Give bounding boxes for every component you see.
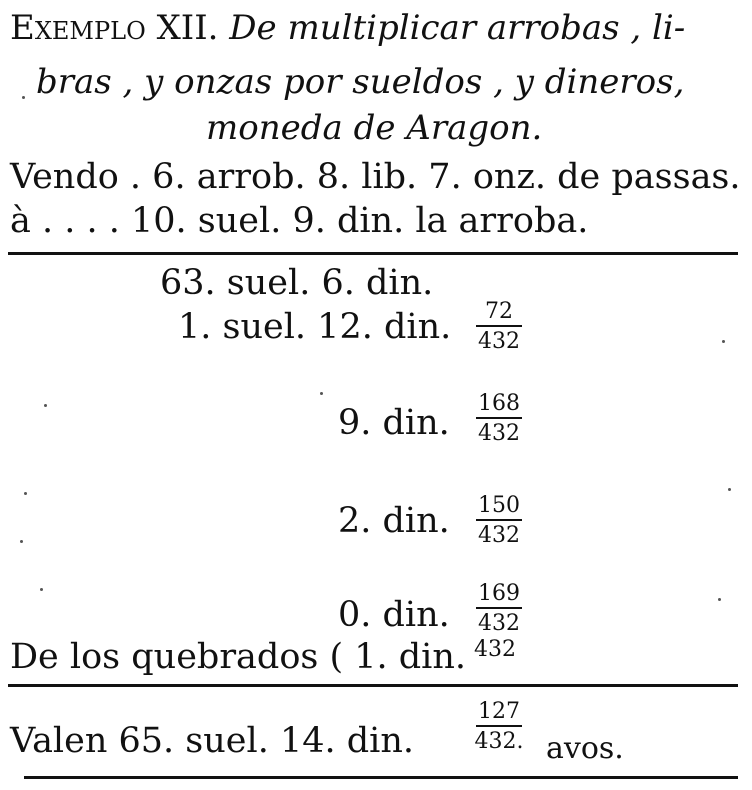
fraction-1-bar bbox=[476, 325, 522, 327]
fraction-2 bbox=[464, 392, 534, 446]
fraction-4-bar bbox=[476, 607, 522, 609]
top-rule bbox=[8, 252, 738, 255]
work-row-6: De los quebrados ( 1. din. bbox=[10, 637, 467, 677]
ink-speck bbox=[44, 404, 47, 407]
bottom-rule bbox=[24, 776, 738, 779]
fraction-3 bbox=[464, 494, 534, 548]
result-line: Valen 65. suel. 14. din. bbox=[10, 721, 415, 761]
fraction-3-denominator: 432 bbox=[478, 523, 520, 548]
result-fraction-bar bbox=[476, 725, 522, 727]
heading-line-1 bbox=[10, 8, 685, 48]
fraction-2-denominator: 432 bbox=[478, 421, 520, 446]
fraction-1-numerator: 72 bbox=[485, 299, 513, 324]
ink-speck bbox=[22, 96, 25, 99]
fraction-3-bar bbox=[476, 519, 522, 521]
heading-text-1: De multiplicar arrobas , li- bbox=[229, 8, 686, 48]
fraction-2-bar bbox=[476, 417, 522, 419]
ink-speck bbox=[24, 492, 27, 495]
statement-line-2: à . . . . 10. suel. 9. din. la arroba. bbox=[10, 201, 589, 241]
result-numerator: 127 bbox=[478, 699, 520, 724]
work-row-4: 2. din. bbox=[338, 501, 450, 541]
ink-speck bbox=[722, 340, 725, 343]
fraction-4 bbox=[464, 582, 534, 636]
fraction-3-numerator: 150 bbox=[478, 493, 520, 518]
heading-line-2: bras , y onzas por sueldos , y dineros, bbox=[36, 62, 685, 102]
heading-line-3: moneda de Aragon. bbox=[206, 108, 543, 148]
ink-speck bbox=[40, 588, 43, 591]
statement-line-1: Vendo . 6. arrob. 8. lib. 7. onz. de passas. bbox=[10, 157, 741, 197]
fraction-4-numerator: 169 bbox=[478, 581, 520, 606]
result-fraction bbox=[464, 700, 534, 754]
fraction-2-numerator: 168 bbox=[478, 391, 520, 416]
work-row-1: 63. suel. 6. din. bbox=[160, 263, 434, 303]
ink-speck bbox=[320, 392, 323, 395]
middle-rule bbox=[8, 684, 738, 687]
ink-speck bbox=[20, 540, 23, 543]
fraction-1 bbox=[464, 300, 534, 354]
fraction-1-denominator: 432 bbox=[478, 329, 520, 354]
ink-speck bbox=[728, 488, 731, 491]
result-suffix: avos. bbox=[546, 731, 624, 766]
example-label: Exemplo XII. bbox=[10, 8, 219, 48]
work-row-5: 0. din. bbox=[338, 595, 450, 635]
work-row-2: 1. suel. 12. din. bbox=[178, 307, 452, 347]
fraction-4-denominator: 432 bbox=[478, 611, 520, 636]
loose-denominator: 432 bbox=[474, 637, 516, 662]
result-denominator: 432. bbox=[474, 729, 524, 754]
work-row-3: 9. din. bbox=[338, 403, 450, 443]
ink-speck bbox=[718, 598, 721, 601]
